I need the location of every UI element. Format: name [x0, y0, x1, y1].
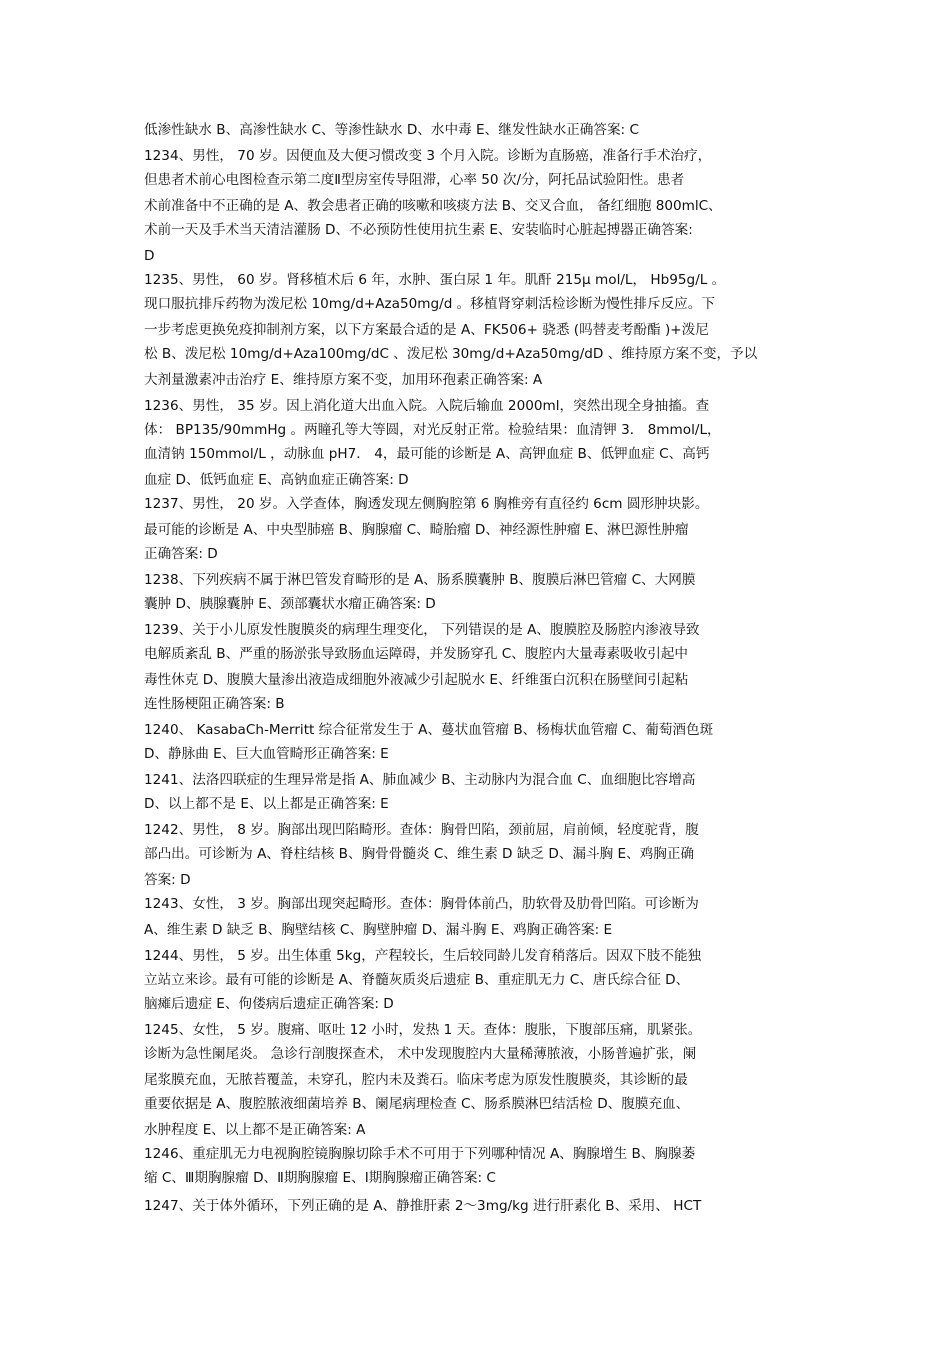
text-line: 尾浆膜充血，无脓苔覆盖，未穿孔，腔内未及粪石。临床考虑为原发性腹膜炎，其诊断的最: [144, 1072, 688, 1088]
text-line: 松 B、泼尼松 10mg/d+Aza100mg/dC 、泼尼松 30mg/d+Aza50mg/dD 、维持原方案不变，予以: [144, 346, 758, 362]
text-line: 部凸出。可诊断为 A、脊柱结核 B、胸骨骨髓炎 C、维生素 D 缺乏 D、漏斗胸 E、鸡胸正确: [144, 846, 695, 862]
text-line: 血症 D、低钙血症 E、高钠血症正确答案: D: [144, 472, 409, 488]
text-line: 术前一天及手术当天清洁灌肠 D、不必预防性使用抗生素 E、安装临时心脏起搏器正确答案:: [144, 222, 693, 238]
text-line: 1236、男性， 35 岁。因上消化道大出血入院。入院后输血 2000ml，突然出现全身抽搐。查: [144, 398, 710, 414]
text-line: 但患者术前心电图检查示第二度Ⅱ型房室传导阻滞，心率 50 次/分，阿托品试验阳性。患者: [144, 172, 685, 188]
text-line: 1247、关于体外循环，下列正确的是 A、静推肝素 2～3mg/kg 进行肝素化 B、采用、 HCT: [144, 1198, 702, 1214]
text-line: 最可能的诊断是 A、中央型肺癌 B、胸腺瘤 C、畸胎瘤 D、神经源性肿瘤 E、淋巴源性肿瘤: [144, 522, 689, 538]
text-line: D、静脉曲 E、巨大血管畸形正确答案: E: [144, 746, 389, 762]
text-line: 囊肿 D、胰腺囊肿 E、颈部囊状水瘤正确答案: D: [144, 596, 436, 612]
text-line: 1235、男性， 60 岁。肾移植术后 6 年，水肿、蛋白尿 1 年。肌酐 215μ mol/L， Hb95g/L 。: [144, 272, 726, 288]
text-line: 1245、女性， 5 岁。腹痛、呕吐 12 小时，发热 1 天。查体：腹胀，下腹部压痛，肌紧张。: [144, 1022, 702, 1038]
text-line: 血清钠 150mmol/L ，动脉血 pH7． 4，最可能的诊断是 A、高钾血症 B、低钾血症 C、高钙: [144, 446, 710, 462]
text-line: 重要依据是 A、腹腔脓液细菌培养 B、阑尾病理检查 C、肠系膜淋巴结活检 D、腹膜充血、: [144, 1096, 690, 1112]
text-line: 1238、下列疾病不属于淋巴管发育畸形的是 A、肠系膜囊肿 B、腹膜后淋巴管瘤 C、大网膜: [144, 572, 696, 588]
text-line: 1239、关于小儿原发性腹膜炎的病理生理变化， 下列错误的是 A、腹膜腔及肠腔内渗液导致: [144, 622, 700, 638]
text-line: 连性肠梗阻正确答案: B: [144, 696, 285, 712]
text-line: 1243、女性， 3 岁。胸部出现突起畸形。查体：胸骨体前凸，肋软骨及肋骨凹陷。可诊断为: [144, 896, 699, 912]
text-line: 答案: D: [144, 872, 191, 888]
text-line: 正确答案: D: [144, 546, 218, 562]
text-line: 1234、男性， 70 岁。因便血及大便习惯改变 3 个月入院。诊断为直肠癌，准备行手术治疗，: [144, 148, 712, 164]
text-line: 诊断为急性阑尾炎。 急诊行剖腹探查术， 术中发现腹腔内大量稀薄脓液，小肠普遍扩张，阑: [144, 1046, 697, 1062]
text-line: 一步考虑更换免疫抑制剂方案，以下方案最合适的是 A、FK506+ 骁悉 (吗替麦考酚酯 )+泼尼: [144, 322, 709, 338]
text-line: 1246、重症肌无力电视胸腔镜胸腺切除手术不可用于下列哪种情况 A、胸腺增生 B、胸腺萎: [144, 1146, 696, 1162]
text-line: A、维生素 D 缺乏 B、胸壁结核 C、胸壁肿瘤 D、漏斗胸 E、鸡胸正确答案: E: [144, 922, 613, 938]
text-line: D、以上都不是 E、以上都是正确答案: E: [144, 796, 389, 812]
text-line: 1242、男性， 8 岁。胸部出现凹陷畸形。查体：胸骨凹陷，颈前屈，肩前倾，轻度驼背，腹: [144, 822, 699, 838]
text-line: D: [144, 248, 155, 264]
text-line: 现口服抗排斥药物为泼尼松 10mg/d+Aza50mg/d 。移植肾穿刺活检诊断为慢性排斥反应。下: [144, 296, 715, 312]
text-line: 大剂量激素冲击治疗 E、维持原方案不变，加用环孢素正确答案: A: [144, 372, 543, 388]
text-line: 1241、法洛四联症的生理异常是指 A、肺血减少 B、主动脉内为混合血 C、血细胞比容增高: [144, 772, 696, 788]
text-line: 1244、男性， 5 岁。出生体重 5kg，产程较长，生后较同龄儿发育稍落后。因双下肢不能独: [144, 948, 702, 964]
text-line: 体： BP135/90mmHg 。两瞳孔等大等圆，对光反射正常。检验结果：血清钾 3． 8mmol/L，: [144, 422, 721, 438]
text-line: 立站立来诊。最有可能的诊断是 A、脊髓灰质炎后遗症 B、重症肌无力 C、唐氏综合征 D、: [144, 972, 690, 988]
text-line: 低渗性缺水 B、高渗性缺水 C、等渗性缺水 D、水中毒 E、继发性缺水正确答案: C: [144, 122, 639, 138]
text-line: 电解质紊乱 B、严重的肠淤张导致肠血运障碍，并发肠穿孔 C、腹腔内大量毒素吸收引起中: [144, 646, 689, 662]
text-line: 1240、 KasabaCh-Merritt 综合征常发生于 A、蔓状血管瘤 B、杨梅状血管瘤 C、葡萄酒色斑: [144, 722, 714, 738]
text-line: 脑瘫后遗症 E、佝偻病后遗症正确答案: D: [144, 996, 394, 1012]
text-line: 毒性休克 D、腹膜大量渗出液造成细胞外液减少引起脱水 E、纤维蛋白沉积在肠壁间引起粘: [144, 672, 689, 688]
text-line: 水肿程度 E、以上都不是正确答案: A: [144, 1122, 366, 1138]
text-line: 缩 C、Ⅲ期胸腺瘤 D、Ⅱ期胸腺瘤 E、Ⅰ期胸腺瘤正确答案: C: [144, 1170, 496, 1186]
text-line: 1237、男性， 20 岁。入学查体，胸透发现左侧胸腔第 6 胸椎旁有直径约 6cm 圆形肿块影。: [144, 496, 709, 512]
text-line: 术前准备中不正确的是 A、教会患者正确的咳嗽和咳痰方法 B、交叉合血， 备红细胞 800mlC、: [144, 198, 722, 214]
